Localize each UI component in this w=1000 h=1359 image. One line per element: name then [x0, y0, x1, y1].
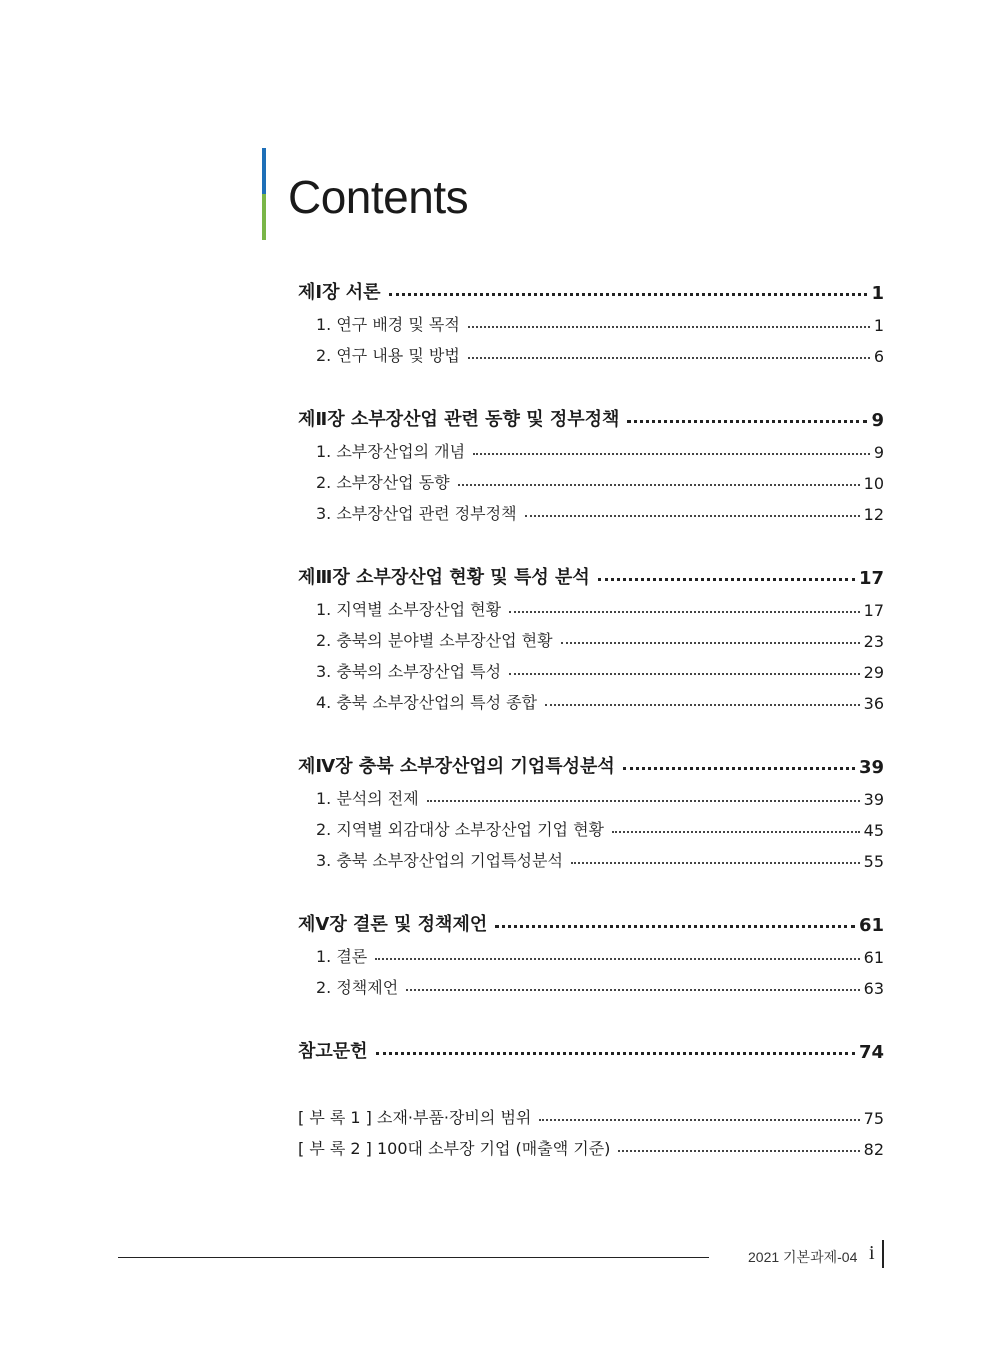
toc-section[interactable]	[298, 840, 884, 871]
dot-leader	[495, 924, 855, 928]
toc-section[interactable]	[298, 651, 884, 682]
toc-section[interactable]	[298, 936, 884, 967]
toc-appendix-page-number: 82	[863, 1140, 884, 1159]
toc-chapter-page-number: 39	[858, 757, 884, 778]
dot-leader	[627, 419, 867, 423]
toc-chapter-label: 제Ⅴ장 결론 및 정책제언	[298, 914, 488, 935]
toc-section[interactable]	[298, 304, 884, 335]
toc-chapter-label: 참고문헌	[298, 1041, 368, 1062]
toc-section-label: 1. 소부장산업의 개념	[316, 442, 466, 461]
toc-section[interactable]	[298, 589, 884, 620]
toc-section[interactable]	[298, 335, 884, 366]
dot-leader	[468, 356, 870, 359]
toc-section-label: 2. 정책제언	[316, 978, 399, 997]
toc-section-page-number: 63	[863, 979, 884, 998]
footer-vertical-rule	[882, 1240, 884, 1268]
toc-section-page-number: 17	[863, 601, 884, 620]
dot-leader	[375, 957, 859, 960]
toc-section[interactable]	[298, 809, 884, 840]
toc-section-page-number: 1	[873, 316, 884, 335]
toc-section-page-number: 10	[863, 474, 884, 493]
toc-section-label: 1. 결론	[316, 947, 368, 966]
toc-chapter[interactable]	[298, 270, 884, 304]
toc-section-label: 2. 지역별 외감대상 소부장산업 기업 현황	[316, 820, 604, 839]
toc-appendix[interactable]	[298, 1097, 884, 1128]
toc-section-page-number: 6	[873, 347, 884, 366]
toc-chapter-label: 제Ⅰ장 서론	[298, 282, 381, 303]
toc-section-label: 3. 충북 소부장산업의 기업특성분석	[316, 851, 563, 870]
toc-chapter-page-number: 17	[858, 568, 884, 589]
dot-leader	[618, 1149, 859, 1152]
toc-chapter-page-number: 9	[871, 410, 884, 431]
dot-leader	[525, 514, 860, 517]
dot-leader	[406, 988, 859, 991]
dot-leader	[623, 766, 855, 770]
title-accent-bar-green	[262, 194, 266, 240]
dot-leader	[427, 799, 860, 802]
toc-section-page-number: 12	[863, 505, 884, 524]
toc-chapter[interactable]	[298, 397, 884, 431]
table-of-contents	[298, 270, 884, 1159]
dot-leader	[598, 577, 855, 581]
toc-chapter[interactable]	[298, 1029, 884, 1063]
dot-leader	[561, 641, 860, 644]
title-accent-bar-blue	[262, 148, 266, 194]
toc-section[interactable]	[298, 778, 884, 809]
toc-section-page-number: 45	[863, 821, 884, 840]
dot-leader	[571, 861, 860, 864]
toc-section-label: 1. 분석의 전제	[316, 789, 419, 808]
toc-section-page-number: 29	[863, 663, 884, 682]
toc-appendix-label: [ 부 록 1 ] 소재·부품·장비의 범위	[298, 1108, 532, 1127]
toc-chapter-page-number: 1	[871, 283, 884, 304]
toc-chapter-label: 제Ⅱ장 소부장산업 관련 동향 및 정부정책	[298, 409, 620, 430]
toc-section-page-number: 9	[873, 443, 884, 462]
dot-leader	[545, 703, 860, 706]
toc-section-label: 2. 소부장산업 동향	[316, 473, 450, 492]
toc-chapter[interactable]	[298, 555, 884, 589]
footer-doc-id: 2021 기본과제-04	[748, 1249, 858, 1265]
page-title: Contents	[288, 171, 469, 223]
toc-chapter[interactable]	[298, 902, 884, 936]
toc-appendix[interactable]	[298, 1128, 884, 1159]
toc-section-label: 3. 소부장산업 관련 정부정책	[316, 504, 517, 523]
footer-page-number: i	[869, 1242, 875, 1264]
dot-leader	[612, 830, 860, 833]
footer-divider	[118, 1257, 709, 1258]
toc-section-label: 2. 연구 내용 및 방법	[316, 346, 460, 365]
toc-chapter-page-number: 61	[858, 915, 884, 936]
toc-section-label: 2. 충북의 분야별 소부장산업 현황	[316, 631, 553, 650]
toc-section-label: 4. 충북 소부장산업의 특성 종합	[316, 693, 538, 712]
toc-section-page-number: 36	[863, 694, 884, 713]
toc-section[interactable]	[298, 493, 884, 524]
toc-chapter-label: 제Ⅲ장 소부장산업 현황 및 특성 분석	[298, 567, 590, 588]
dot-leader	[468, 325, 870, 328]
dot-leader	[539, 1118, 859, 1121]
toc-section-page-number: 39	[863, 790, 884, 809]
dot-leader	[509, 610, 860, 613]
toc-section-page-number: 55	[863, 852, 884, 871]
dot-leader	[376, 1051, 855, 1055]
toc-chapter-page-number: 74	[858, 1042, 884, 1063]
dot-leader	[509, 672, 860, 675]
toc-section-label: 1. 지역별 소부장산업 현황	[316, 600, 502, 619]
dot-leader	[389, 292, 868, 296]
toc-chapter-label: 제Ⅳ장 충북 소부장산업의 기업특성분석	[298, 756, 615, 777]
toc-section[interactable]	[298, 431, 884, 462]
toc-section-label: 3. 충북의 소부장산업 특성	[316, 662, 502, 681]
toc-section[interactable]	[298, 620, 884, 651]
toc-section-page-number: 23	[863, 632, 884, 651]
toc-section-page-number: 61	[863, 948, 884, 967]
toc-chapter[interactable]	[298, 744, 884, 778]
toc-section[interactable]	[298, 682, 884, 713]
dot-leader	[458, 483, 860, 486]
toc-section[interactable]	[298, 967, 884, 998]
toc-appendix-page-number: 75	[863, 1109, 884, 1128]
appendix-list	[298, 1097, 884, 1159]
toc-section[interactable]	[298, 462, 884, 493]
toc-section-label: 1. 연구 배경 및 목적	[316, 315, 460, 334]
toc-appendix-label: [ 부 록 2 ] 100대 소부장 기업 (매출액 기준)	[298, 1139, 611, 1158]
dot-leader	[473, 452, 870, 455]
